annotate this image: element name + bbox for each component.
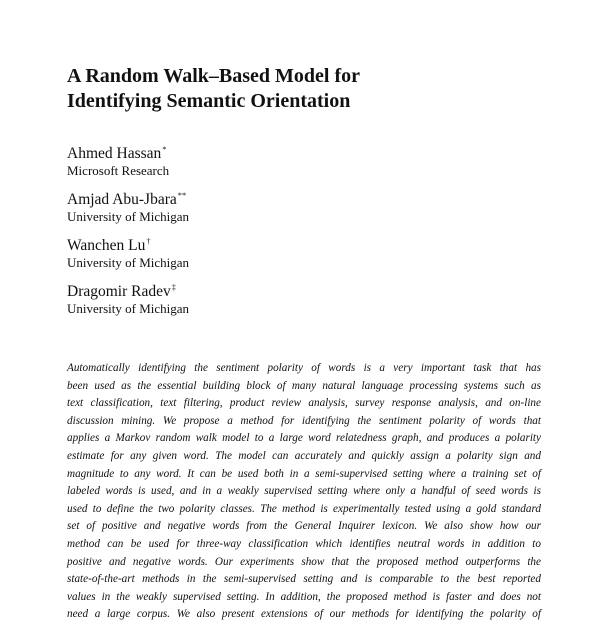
- abstract-line: values in the weakly supervised setting. In addition, the proposed method is faster and does not: [67, 590, 541, 603]
- abstract-line: need a large corpus. We also present extensions of our methods for identifying the polarity of: [67, 608, 541, 621]
- author-list: [67, 145, 189, 329]
- author-name: [67, 145, 189, 163]
- author-name-text: Dragomir Radev: [67, 283, 171, 300]
- author-affiliation: University of Michigan: [67, 255, 190, 270]
- abstract-line: Automatically identifying the sentiment polarity of words is a very important task that has: [67, 362, 541, 374]
- author-footnote-mark: ‡: [171, 281, 176, 292]
- author-footnote-mark: **: [177, 189, 187, 200]
- author-affiliation: University of Michigan: [67, 209, 190, 224]
- author-name: [67, 237, 189, 255]
- abstract-line: labeled words is used, and in a weakly supervised setting where only a handful of seed words is: [67, 485, 541, 498]
- author-block: [67, 237, 189, 271]
- author-footnote-mark: *: [162, 143, 167, 154]
- title-line-2: Identifying Semantic Orientation: [67, 90, 351, 112]
- author-name-text: Amjad Abu-Jbara: [67, 191, 177, 208]
- abstract-line: used to define the two polarity classes. The method is experimentally tested using a gold standard: [67, 502, 541, 515]
- author-name-text: Ahmed Hassan: [67, 145, 162, 162]
- author-footnote-mark: †: [146, 235, 151, 246]
- abstract-line: positive and negative words. Our experiments show that the proposed method outperforms the: [67, 555, 541, 568]
- author-block: [67, 283, 189, 317]
- author-name-text: Wanchen Lu: [67, 237, 146, 254]
- author-affiliation: University of Michigan: [67, 301, 190, 316]
- title-line-1: A Random Walk–Based Model for: [67, 65, 360, 87]
- abstract-line: been used as the essential building block of many natural language processing systems such as: [67, 379, 541, 392]
- abstract-line: applies a Markov random walk model to a large word relatedness graph, and produces a polarity: [67, 432, 541, 445]
- abstract-line: set of positive and negative words from the General Inquirer lexicon. We also show how our: [67, 520, 541, 533]
- paper-title: [67, 64, 360, 114]
- author-name: [67, 283, 189, 301]
- author-block: [67, 191, 189, 225]
- abstract-line: state-of-the-art methods in the semi-supervised setting and is comparable to the best reported: [67, 573, 541, 586]
- author-block: [67, 145, 189, 179]
- abstract-line: magnitude to any word. It can be used both in a semi-supervised setting where a training set of: [67, 467, 541, 480]
- abstract-line: estimate for any given word. The model can accurately and quickly assign a polarity sign and: [67, 449, 541, 462]
- abstract-line: method can be used for three-way classification which identifies neutral words in addition to: [67, 537, 541, 550]
- abstract-line: discussion mining. We propose a method for identifying the sentiment polarity of words that: [67, 414, 541, 427]
- author-name: [67, 191, 189, 209]
- author-affiliation: Microsoft Research: [67, 163, 170, 178]
- abstract-line: text classification, text filtering, product review analysis, survey response analysis, and on-line: [67, 397, 541, 410]
- abstract: [67, 360, 541, 624]
